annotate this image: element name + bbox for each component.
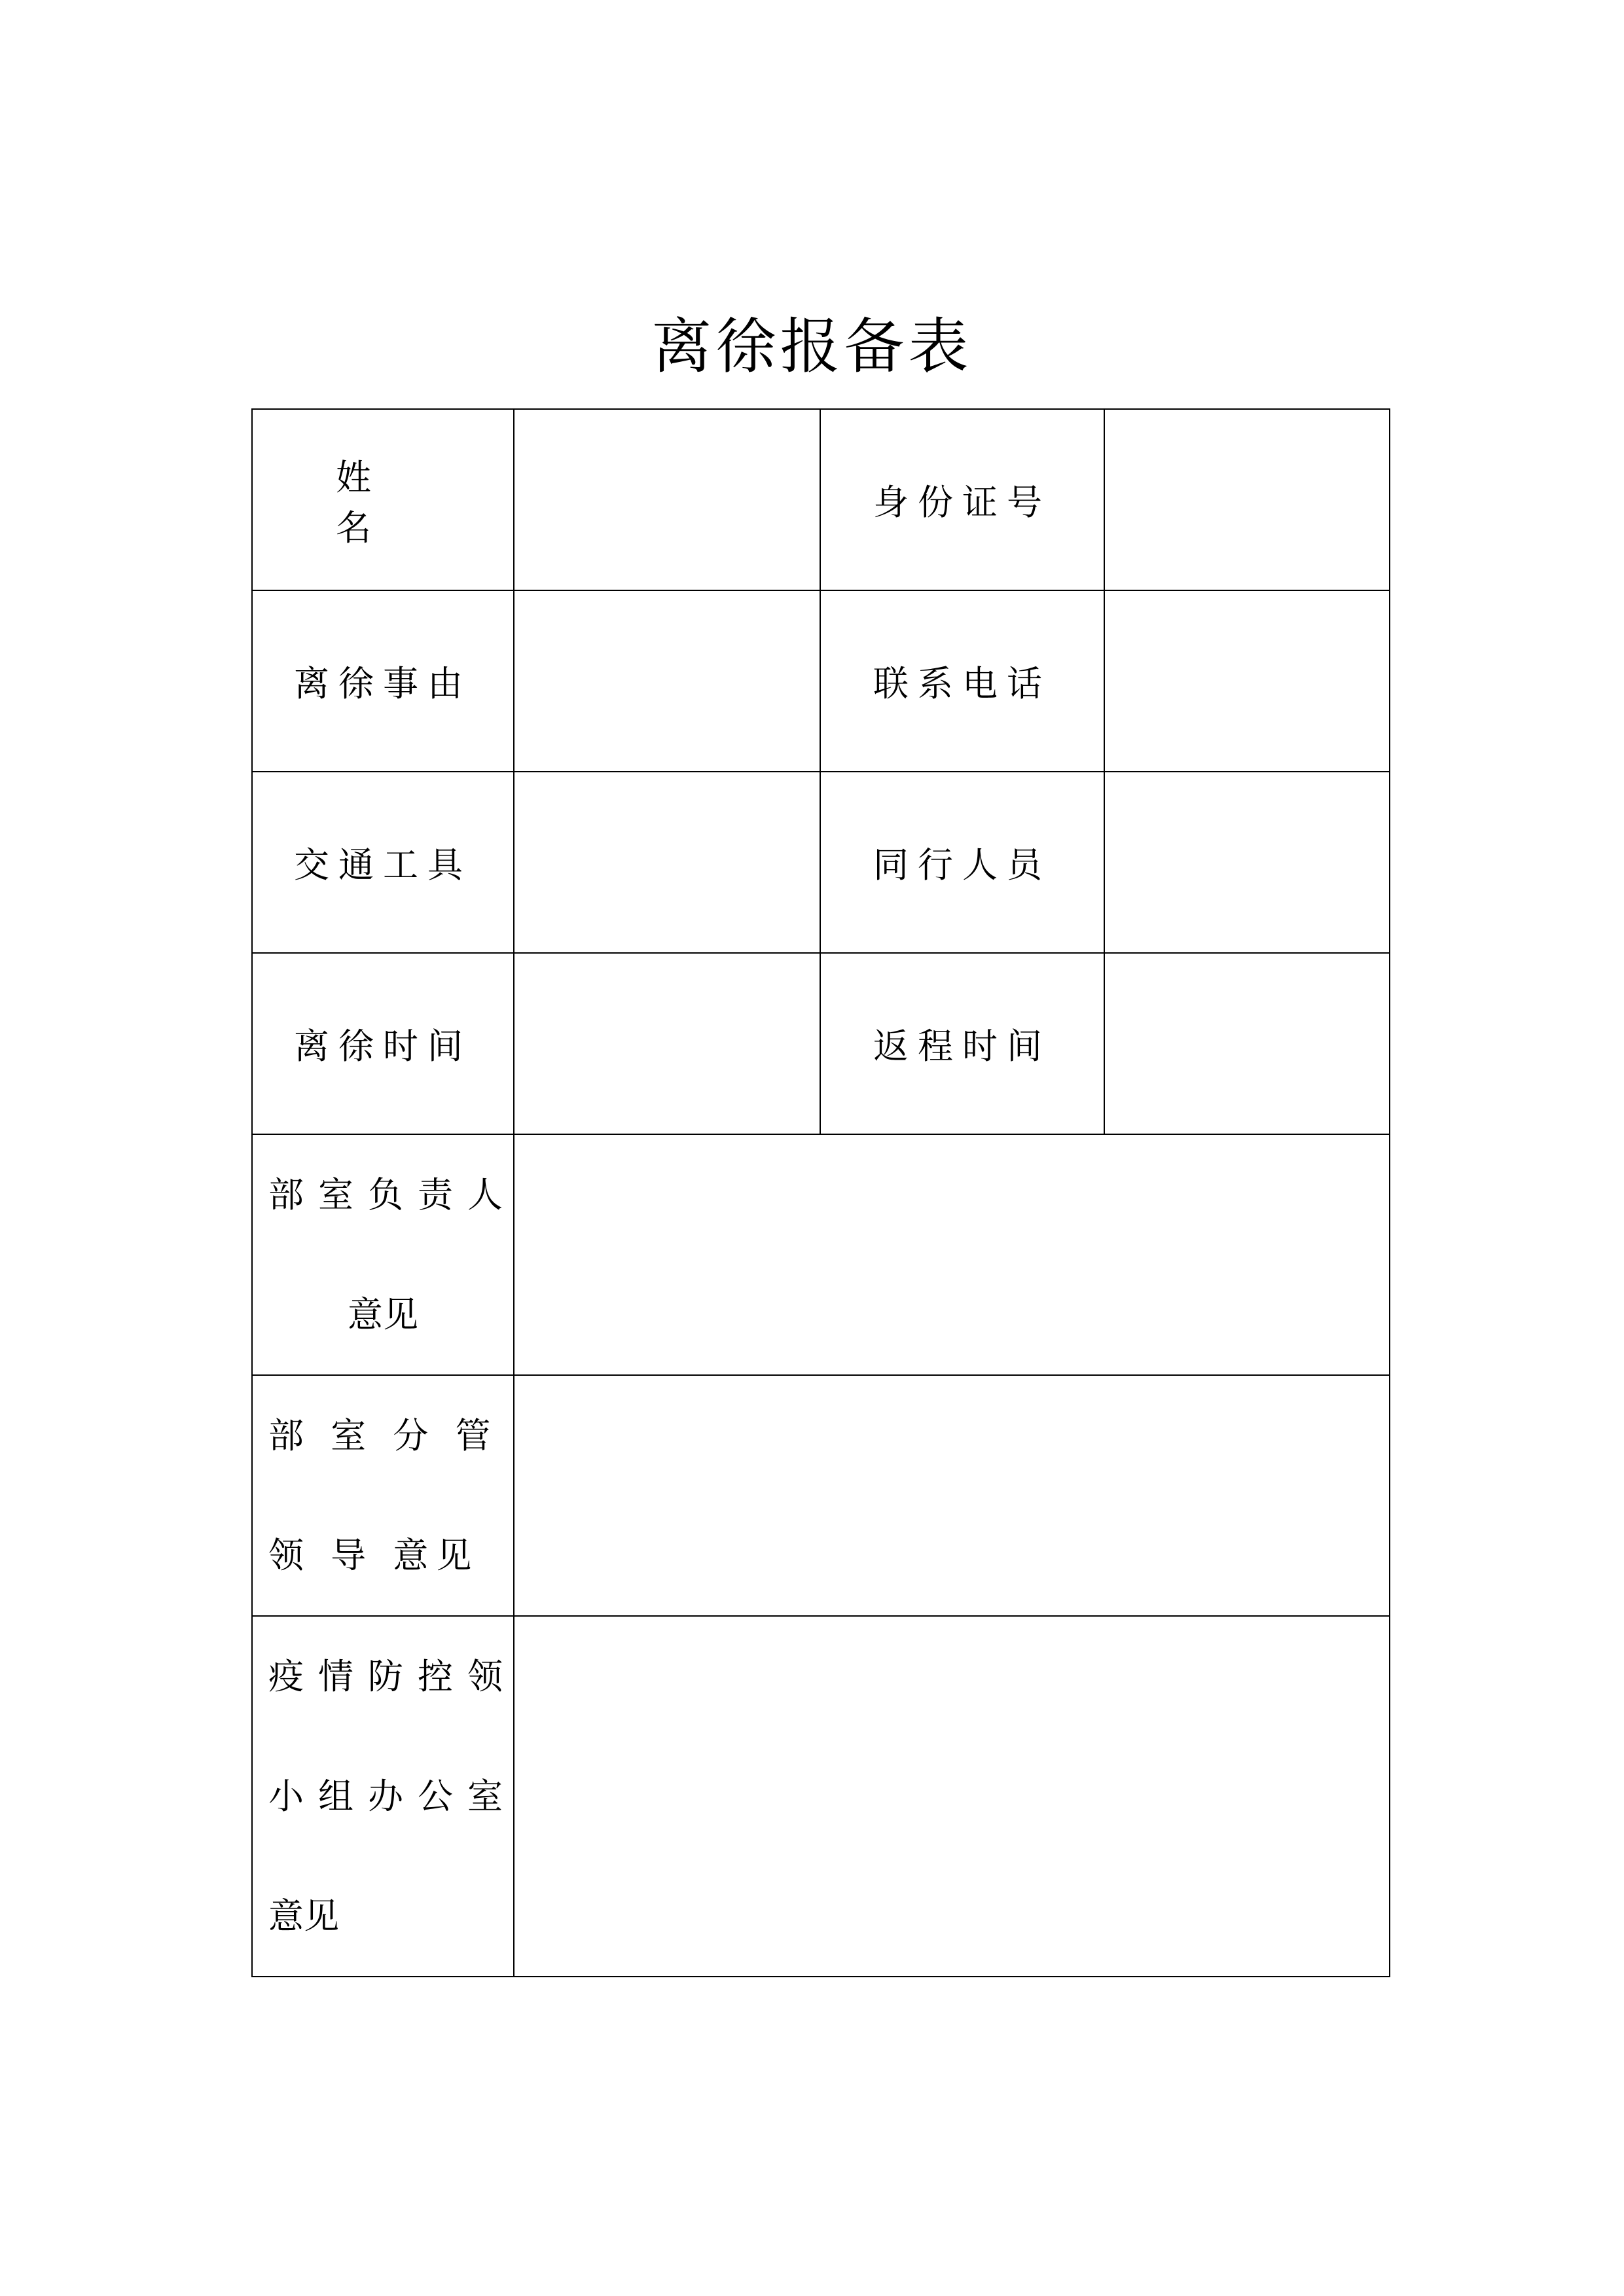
phone-label: 联系电话 (820, 590, 1104, 772)
leader-opinion-label (252, 1375, 514, 1616)
departure-reason-label: 离徐事由 (252, 590, 514, 772)
dept-head-opinion-label-line: 意见 (348, 1294, 418, 1335)
name-label: 姓 名 (252, 409, 514, 590)
form-row-time (252, 953, 1390, 1134)
form-row-transport (252, 772, 1390, 953)
epidemic-office-opinion-field[interactable] (514, 1616, 1390, 1977)
registration-form-table (251, 408, 1390, 1977)
epidemic-office-opinion-label-line: 小组办公室 (268, 1776, 517, 1817)
id-number-field[interactable] (1104, 409, 1390, 590)
leader-opinion-label-line: 部 室 分 管 (268, 1415, 499, 1456)
epidemic-office-opinion-label-line: 意见 (268, 1895, 339, 1937)
epidemic-office-opinion-label-line: 疫情防控领 (268, 1656, 517, 1697)
form-row-epidemic-office-opinion (252, 1616, 1390, 1977)
return-time-field[interactable] (1104, 953, 1390, 1134)
id-number-label: 身份证号 (820, 409, 1104, 590)
form-row-reason (252, 590, 1390, 772)
dept-head-opinion-label-line: 部室负责人 (268, 1174, 517, 1215)
epidemic-office-opinion-label (252, 1616, 517, 1977)
leader-opinion-field[interactable] (514, 1375, 1390, 1616)
departure-time-field[interactable] (514, 953, 820, 1134)
transport-label: 交通工具 (252, 772, 514, 953)
form-title: 离徐报备表 (651, 312, 973, 382)
dept-head-opinion-label (252, 1134, 517, 1375)
form-row-name (252, 409, 1390, 590)
return-time-label: 返程时间 (820, 953, 1104, 1134)
leader-opinion-label-line: 领 导 意见 (268, 1535, 480, 1576)
phone-field[interactable] (1104, 590, 1390, 772)
transport-field[interactable] (514, 772, 820, 953)
form-row-leader-opinion (252, 1375, 1390, 1616)
departure-time-label: 离徐时间 (252, 953, 514, 1134)
name-field[interactable] (514, 409, 820, 590)
form-row-dept-head-opinion (252, 1134, 1390, 1375)
dept-head-opinion-field[interactable] (514, 1134, 1390, 1375)
companions-field[interactable] (1104, 772, 1390, 953)
departure-reason-field[interactable] (514, 590, 820, 772)
companions-label: 同行人员 (820, 772, 1104, 953)
